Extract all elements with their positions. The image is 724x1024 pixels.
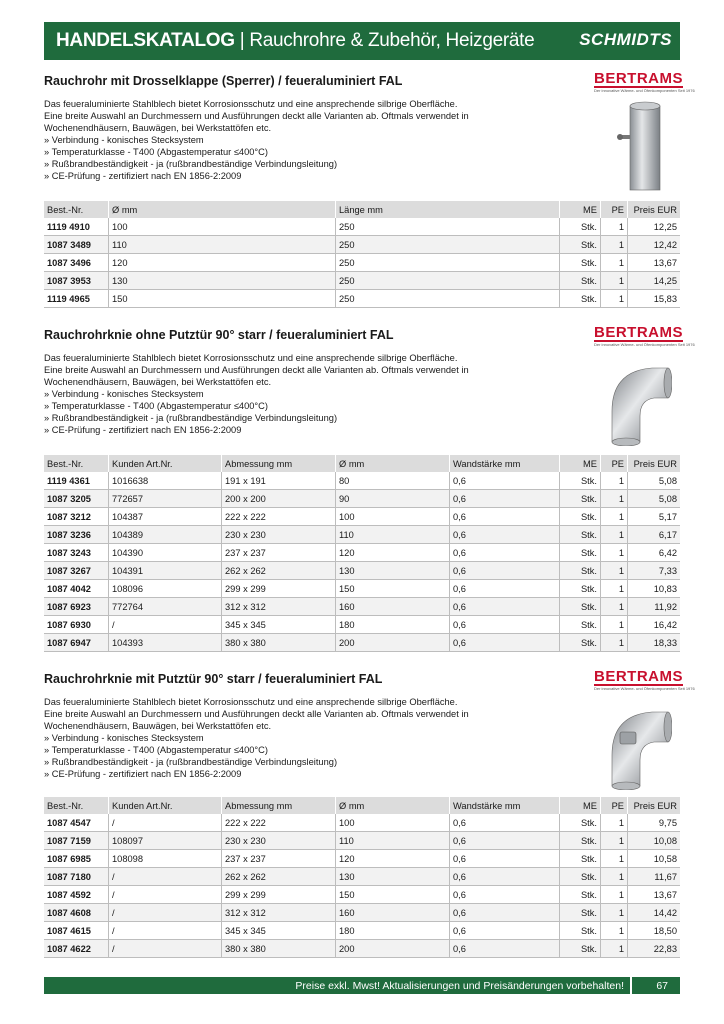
- section-title: Rauchrohrknie mit Putztür 90° starr / feueraluminiert FAL: [44, 672, 383, 686]
- header-title: [44, 30, 534, 52]
- table-cell: 380 x 380: [222, 634, 336, 652]
- desc-line: » Temperaturklasse - T400 (Abgastemperatur ≤400°C): [44, 147, 268, 157]
- col-header: Preis EUR: [628, 455, 681, 472]
- table-cell: Stk.: [560, 526, 601, 544]
- table-cell: 0,6: [450, 562, 560, 580]
- table-cell: 11,67: [628, 868, 681, 886]
- table-cell: 0,6: [450, 472, 560, 490]
- table-cell: 5,08: [628, 472, 681, 490]
- table-cell: 1: [601, 508, 628, 526]
- desc-line: Das feueraluminierte Stahlblech bietet Korrosionsschutz und eine ansprechende silbrige Oberfläche.: [44, 697, 458, 707]
- col-header: Best.-Nr.: [44, 797, 109, 814]
- table-row: [44, 598, 680, 616]
- order-number-cell: 1087 4615: [44, 922, 109, 940]
- order-number-cell: 1087 7159: [44, 832, 109, 850]
- desc-line: » Rußbrandbeständigkeit - ja (rußbrandbeständige Verbindungsleitung): [44, 413, 338, 423]
- table-cell: 108097: [109, 832, 222, 850]
- table-cell: 1: [601, 922, 628, 940]
- table-cell: 0,6: [450, 904, 560, 922]
- order-number-cell: 1087 4622: [44, 940, 109, 958]
- col-header: Ø mm: [109, 201, 336, 218]
- page-footer: [44, 977, 680, 994]
- table-row: [44, 272, 680, 290]
- col-header: ME: [560, 797, 601, 814]
- order-number-cell: 1087 6930: [44, 616, 109, 634]
- table-cell: 12,42: [628, 236, 681, 254]
- table-cell: 345 x 345: [222, 922, 336, 940]
- table-cell: Stk.: [560, 832, 601, 850]
- table-cell: 0,6: [450, 832, 560, 850]
- table-cell: 222 x 222: [222, 508, 336, 526]
- elbow-image: [592, 356, 672, 446]
- table-cell: Stk.: [560, 562, 601, 580]
- catalog-header: [44, 22, 680, 60]
- table-cell: 0,6: [450, 544, 560, 562]
- brand-name: BERTRAMS: [594, 668, 683, 685]
- desc-line: » CE-Prüfung - zertifiziert nach EN 1856-2:2009: [44, 769, 242, 779]
- table-cell: 130: [336, 562, 450, 580]
- table-cell: 200: [336, 940, 450, 958]
- table-cell: 130: [109, 272, 336, 290]
- table-row: [44, 886, 680, 904]
- table-cell: 299 x 299: [222, 580, 336, 598]
- header-title-bold: HANDELSKATALOG: [56, 30, 235, 51]
- table-cell: 1: [601, 254, 628, 272]
- table-cell: Stk.: [560, 544, 601, 562]
- table-cell: 150: [336, 886, 450, 904]
- desc-line: Wochenendhäusern, Bauwägen, bei Werkstattöfen etc.: [44, 721, 272, 731]
- table-cell: 104387: [109, 508, 222, 526]
- table-row: [44, 634, 680, 652]
- desc-line: » Temperaturklasse - T400 (Abgastemperatur ≤400°C): [44, 401, 268, 411]
- table-cell: 200 x 200: [222, 490, 336, 508]
- table-cell: 0,6: [450, 634, 560, 652]
- page-number: 67: [656, 979, 668, 992]
- table-cell: 312 x 312: [222, 904, 336, 922]
- order-number-cell: 1087 4547: [44, 814, 109, 832]
- table-cell: 180: [336, 922, 450, 940]
- table-cell: 1: [601, 472, 628, 490]
- desc-line: Wochenendhäusern, Bauwägen, bei Werkstattöfen etc.: [44, 377, 272, 387]
- table-cell: 120: [109, 254, 336, 272]
- table-cell: 5,17: [628, 508, 681, 526]
- table-cell: 9,75: [628, 814, 681, 832]
- table-row: [44, 616, 680, 634]
- section-title: Rauchrohr mit Drosselklappe (Sperrer) / feueraluminiert FAL: [44, 74, 403, 88]
- table-cell: 100: [109, 218, 336, 236]
- desc-line: » Temperaturklasse - T400 (Abgastemperatur ≤400°C): [44, 745, 268, 755]
- table-cell: 0,6: [450, 886, 560, 904]
- table-cell: 120: [336, 544, 450, 562]
- brand-tagline: Der innovative Wärme- und Öfenkomponenten Seit 1976: [594, 88, 695, 93]
- table-cell: 250: [336, 272, 560, 290]
- desc-line: Eine breite Auswahl an Durchmessern und Ausführungen deckt alle Varianten ab. Oftmals verwendet in: [44, 111, 469, 121]
- table-cell: /: [109, 922, 222, 940]
- table-cell: 1: [601, 598, 628, 616]
- table-cell: Stk.: [560, 904, 601, 922]
- table-header: [44, 455, 680, 472]
- col-header: Preis EUR: [628, 797, 681, 814]
- table-cell: 80: [336, 472, 450, 490]
- table-row: [44, 526, 680, 544]
- table-cell: 108098: [109, 850, 222, 868]
- order-number-cell: 1119 4361: [44, 472, 109, 490]
- product-table: [44, 797, 680, 958]
- table-row: [44, 814, 680, 832]
- table-cell: 15,83: [628, 290, 681, 308]
- table-cell: Stk.: [560, 598, 601, 616]
- table-cell: 1: [601, 218, 628, 236]
- table-cell: 250: [336, 218, 560, 236]
- table-cell: /: [109, 868, 222, 886]
- table-cell: 237 x 237: [222, 544, 336, 562]
- table-cell: 1: [601, 814, 628, 832]
- col-header: Kunden Art.Nr.: [109, 797, 222, 814]
- desc-line: Eine breite Auswahl an Durchmessern und Ausführungen deckt alle Varianten ab. Oftmals verwendet in: [44, 365, 469, 375]
- pipe-with-damper-image: [612, 98, 672, 193]
- table-cell: 110: [336, 832, 450, 850]
- table-cell: 250: [336, 254, 560, 272]
- table-cell: 160: [336, 904, 450, 922]
- table-header: [44, 797, 680, 814]
- table-cell: 312 x 312: [222, 598, 336, 616]
- table-cell: 180: [336, 616, 450, 634]
- table-row: [44, 290, 680, 308]
- table-cell: 1: [601, 904, 628, 922]
- table-row: [44, 254, 680, 272]
- table-cell: 1: [601, 832, 628, 850]
- table-row: [44, 544, 680, 562]
- order-number-cell: 1087 3205: [44, 490, 109, 508]
- table-cell: 10,08: [628, 832, 681, 850]
- desc-line: » Verbindung - konisches Stecksystem: [44, 733, 204, 743]
- table-cell: Stk.: [560, 508, 601, 526]
- table-cell: 5,08: [628, 490, 681, 508]
- brand-tagline: Der innovative Wärme- und Öfenkomponenten Seit 1976: [594, 686, 695, 691]
- order-number-cell: 1119 4965: [44, 290, 109, 308]
- desc-line: » Verbindung - konisches Stecksystem: [44, 135, 204, 145]
- table-cell: 22,83: [628, 940, 681, 958]
- table-cell: 110: [336, 526, 450, 544]
- order-number-cell: 1087 3267: [44, 562, 109, 580]
- table-cell: 1: [601, 272, 628, 290]
- col-header: Wandstärke mm: [450, 797, 560, 814]
- desc-line: » Rußbrandbeständigkeit - ja (rußbrandbeständige Verbindungsleitung): [44, 757, 338, 767]
- table-cell: 14,42: [628, 904, 681, 922]
- order-number-cell: 1087 3243: [44, 544, 109, 562]
- table-cell: 14,25: [628, 272, 681, 290]
- table-cell: Stk.: [560, 580, 601, 598]
- table-cell: 7,33: [628, 562, 681, 580]
- table-cell: 0,6: [450, 814, 560, 832]
- col-header: PE: [601, 797, 628, 814]
- section-description: [44, 98, 514, 182]
- table-cell: 10,58: [628, 850, 681, 868]
- table-cell: /: [109, 814, 222, 832]
- table-cell: 0,6: [450, 598, 560, 616]
- table-row: [44, 832, 680, 850]
- table-row: [44, 940, 680, 958]
- brand-name: BERTRAMS: [594, 324, 683, 341]
- table-cell: 1: [601, 236, 628, 254]
- table-cell: 18,33: [628, 634, 681, 652]
- header-title-rest: | Rauchrohre & Zubehör, Heizgeräte: [239, 30, 535, 51]
- order-number-cell: 1087 4042: [44, 580, 109, 598]
- section-description: [44, 696, 514, 780]
- table-cell: 1: [601, 562, 628, 580]
- table-cell: 1: [601, 544, 628, 562]
- table-cell: 1: [601, 580, 628, 598]
- order-number-cell: 1087 4592: [44, 886, 109, 904]
- table-cell: 108096: [109, 580, 222, 598]
- table-cell: 104391: [109, 562, 222, 580]
- table-cell: 6,42: [628, 544, 681, 562]
- table-cell: Stk.: [560, 236, 601, 254]
- table-cell: 230 x 230: [222, 526, 336, 544]
- section-description: [44, 352, 514, 436]
- order-number-cell: 1119 4910: [44, 218, 109, 236]
- table-cell: Stk.: [560, 922, 601, 940]
- table-cell: 1: [601, 886, 628, 904]
- brand-name: BERTRAMS: [594, 70, 683, 87]
- table-row: [44, 904, 680, 922]
- table-cell: 130: [336, 868, 450, 886]
- footer-divider: [630, 977, 632, 994]
- table-cell: 1: [601, 868, 628, 886]
- table-row: [44, 850, 680, 868]
- table-cell: Stk.: [560, 290, 601, 308]
- footer-disclaimer: Preise exkl. Mwst! Aktualisierungen und Preisänderungen vorbehalten!: [295, 979, 624, 992]
- col-header: Best.-Nr.: [44, 201, 109, 218]
- table-cell: 0,6: [450, 526, 560, 544]
- col-header: Kunden Art.Nr.: [109, 455, 222, 472]
- col-header: Abmessung mm: [222, 797, 336, 814]
- table-cell: 1: [601, 634, 628, 652]
- table-cell: 1: [601, 290, 628, 308]
- table-cell: 104390: [109, 544, 222, 562]
- desc-line: » CE-Prüfung - zertifiziert nach EN 1856-2:2009: [44, 425, 242, 435]
- table-cell: Stk.: [560, 886, 601, 904]
- table-cell: 110: [109, 236, 336, 254]
- table-row: [44, 562, 680, 580]
- elbow-with-door-image: [592, 700, 672, 790]
- table-cell: Stk.: [560, 254, 601, 272]
- table-cell: 262 x 262: [222, 562, 336, 580]
- table-cell: 13,67: [628, 886, 681, 904]
- table-header: [44, 201, 680, 218]
- order-number-cell: 1087 3953: [44, 272, 109, 290]
- table-row: [44, 922, 680, 940]
- col-header: ME: [560, 201, 601, 218]
- order-number-cell: 1087 4608: [44, 904, 109, 922]
- table-cell: 0,6: [450, 940, 560, 958]
- table-cell: 1: [601, 940, 628, 958]
- table-cell: 0,6: [450, 868, 560, 886]
- table-cell: Stk.: [560, 472, 601, 490]
- table-cell: 380 x 380: [222, 940, 336, 958]
- table-cell: 1016638: [109, 472, 222, 490]
- table-cell: Stk.: [560, 814, 601, 832]
- desc-line: » Verbindung - konisches Stecksystem: [44, 389, 204, 399]
- table-cell: 237 x 237: [222, 850, 336, 868]
- order-number-cell: 1087 3489: [44, 236, 109, 254]
- order-number-cell: 1087 7180: [44, 868, 109, 886]
- table-cell: 1: [601, 616, 628, 634]
- table-cell: 345 x 345: [222, 616, 336, 634]
- col-header: ME: [560, 455, 601, 472]
- col-header: Abmessung mm: [222, 455, 336, 472]
- table-cell: Stk.: [560, 634, 601, 652]
- table-row: [44, 490, 680, 508]
- order-number-cell: 1087 6923: [44, 598, 109, 616]
- table-cell: 150: [109, 290, 336, 308]
- desc-line: » Rußbrandbeständigkeit - ja (rußbrandbeständige Verbindungsleitung): [44, 159, 338, 169]
- table-cell: 11,92: [628, 598, 681, 616]
- table-cell: 262 x 262: [222, 868, 336, 886]
- table-cell: 222 x 222: [222, 814, 336, 832]
- table-cell: 772764: [109, 598, 222, 616]
- table-cell: Stk.: [560, 940, 601, 958]
- table-cell: 230 x 230: [222, 832, 336, 850]
- table-cell: 13,67: [628, 254, 681, 272]
- col-header: Ø mm: [336, 797, 450, 814]
- table-row: [44, 472, 680, 490]
- schmidts-logo: SCHMIDTS: [579, 30, 672, 49]
- table-cell: 0,6: [450, 922, 560, 940]
- table-row: [44, 868, 680, 886]
- table-cell: 104393: [109, 634, 222, 652]
- table-cell: 772657: [109, 490, 222, 508]
- col-header: Ø mm: [336, 455, 450, 472]
- col-header: Preis EUR: [628, 201, 681, 218]
- table-cell: 12,25: [628, 218, 681, 236]
- col-header: PE: [601, 201, 628, 218]
- table-cell: 0,6: [450, 580, 560, 598]
- col-header: Wandstärke mm: [450, 455, 560, 472]
- table-cell: Stk.: [560, 616, 601, 634]
- table-cell: 1: [601, 850, 628, 868]
- col-header: PE: [601, 455, 628, 472]
- desc-line: Wochenendhäusern, Bauwägen, bei Werkstattöfen etc.: [44, 123, 272, 133]
- table-cell: 250: [336, 236, 560, 254]
- table-cell: /: [109, 616, 222, 634]
- table-cell: /: [109, 886, 222, 904]
- section-title: Rauchrohrknie ohne Putztür 90° starr / feueraluminiert FAL: [44, 328, 394, 342]
- order-number-cell: 1087 6985: [44, 850, 109, 868]
- desc-line: Eine breite Auswahl an Durchmessern und Ausführungen deckt alle Varianten ab. Oftmals verwendet in: [44, 709, 469, 719]
- desc-line: Das feueraluminierte Stahlblech bietet Korrosionsschutz und eine ansprechende silbrige Oberfläche.: [44, 353, 458, 363]
- table-cell: 0,6: [450, 616, 560, 634]
- table-cell: 191 x 191: [222, 472, 336, 490]
- table-cell: /: [109, 940, 222, 958]
- table-cell: Stk.: [560, 868, 601, 886]
- table-cell: Stk.: [560, 272, 601, 290]
- order-number-cell: 1087 3212: [44, 508, 109, 526]
- table-cell: 6,17: [628, 526, 681, 544]
- table-cell: Stk.: [560, 850, 601, 868]
- table-cell: 0,6: [450, 850, 560, 868]
- table-row: [44, 236, 680, 254]
- table-cell: 0,6: [450, 508, 560, 526]
- col-header: Länge mm: [336, 201, 560, 218]
- order-number-cell: 1087 6947: [44, 634, 109, 652]
- table-cell: 250: [336, 290, 560, 308]
- table-cell: 299 x 299: [222, 886, 336, 904]
- bertrams-logo: [594, 324, 695, 347]
- brand-tagline: Der innovative Wärme- und Öfenkomponenten Seit 1976: [594, 342, 695, 347]
- bertrams-logo: [594, 668, 695, 691]
- table-cell: 100: [336, 508, 450, 526]
- product-table: [44, 201, 680, 308]
- desc-line: Das feueraluminierte Stahlblech bietet Korrosionsschutz und eine ansprechende silbrige Oberfläche.: [44, 99, 458, 109]
- table-cell: 0,6: [450, 490, 560, 508]
- table-cell: 10,83: [628, 580, 681, 598]
- table-row: [44, 508, 680, 526]
- table-cell: 100: [336, 814, 450, 832]
- table-cell: Stk.: [560, 218, 601, 236]
- order-number-cell: 1087 3496: [44, 254, 109, 272]
- table-cell: 16,42: [628, 616, 681, 634]
- table-cell: 160: [336, 598, 450, 616]
- table-row: [44, 580, 680, 598]
- col-header: Best.-Nr.: [44, 455, 109, 472]
- desc-line: » CE-Prüfung - zertifiziert nach EN 1856-2:2009: [44, 171, 242, 181]
- table-cell: 150: [336, 580, 450, 598]
- table-cell: 1: [601, 526, 628, 544]
- table-cell: Stk.: [560, 490, 601, 508]
- table-cell: 1: [601, 490, 628, 508]
- table-cell: 200: [336, 634, 450, 652]
- table-cell: 120: [336, 850, 450, 868]
- table-cell: 18,50: [628, 922, 681, 940]
- table-cell: 104389: [109, 526, 222, 544]
- table-cell: 90: [336, 490, 450, 508]
- order-number-cell: 1087 3236: [44, 526, 109, 544]
- product-table: [44, 455, 680, 652]
- bertrams-logo: [594, 70, 695, 93]
- table-row: [44, 218, 680, 236]
- table-cell: /: [109, 904, 222, 922]
